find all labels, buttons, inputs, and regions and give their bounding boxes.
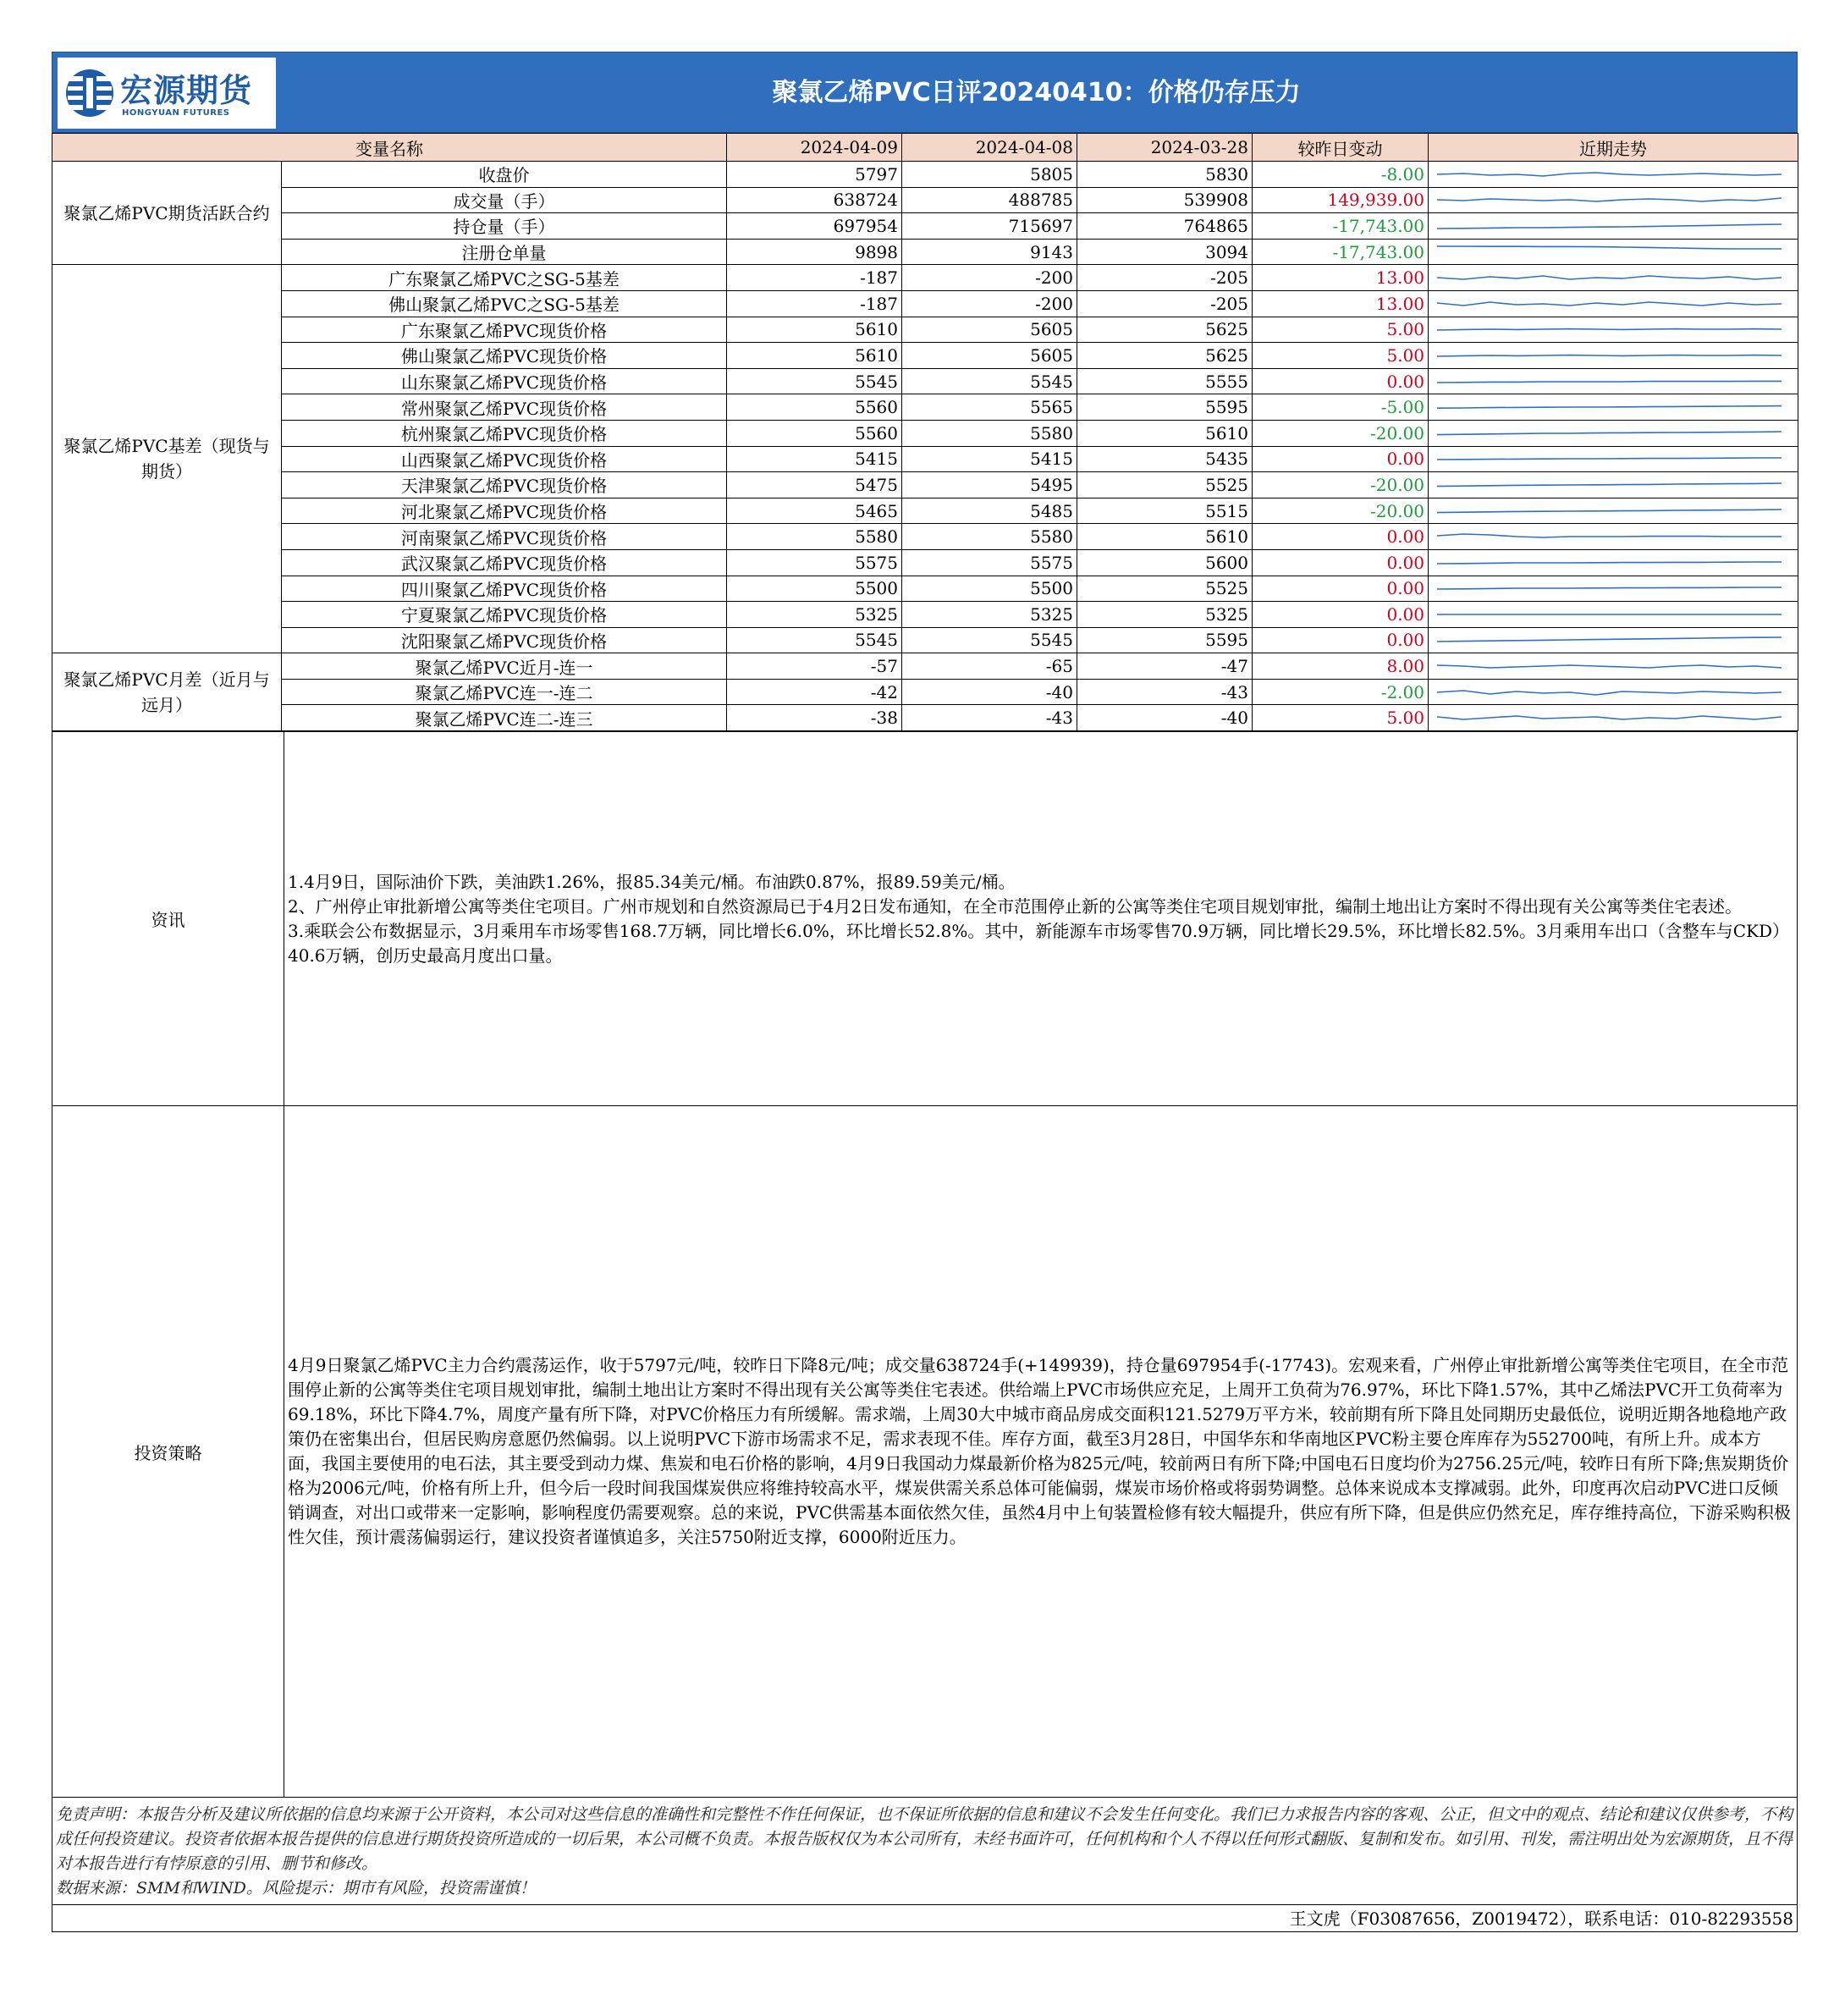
daily-change: -20.00	[1253, 420, 1429, 446]
trend-line	[1437, 198, 1782, 201]
table-row	[52, 290, 1798, 317]
table-row	[52, 162, 1798, 188]
value-date3: 5525	[1077, 576, 1253, 602]
value-date2: -200	[902, 265, 1077, 291]
column-header-change: 较昨日变动	[1253, 134, 1429, 162]
value-date2: 5500	[902, 576, 1077, 602]
table-row	[52, 576, 1798, 602]
table-row	[52, 213, 1798, 240]
table-row	[52, 472, 1798, 498]
value-date3: 5610	[1077, 524, 1253, 550]
value-date3: 5625	[1077, 317, 1253, 343]
value-date1: 5610	[727, 343, 902, 369]
value-date1: 5560	[727, 394, 902, 421]
daily-change: 13.00	[1253, 265, 1429, 291]
group-label: 聚氯乙烯PVC月差（近月与远月）	[52, 653, 282, 731]
value-date3: 5830	[1077, 162, 1253, 188]
trend-sparkline-cell	[1429, 705, 1798, 731]
daily-change: 0.00	[1253, 368, 1429, 394]
variable-name: 宁夏聚氯乙烯PVC现货价格	[282, 602, 727, 628]
disclaimer-block	[52, 1798, 1798, 1905]
trend-sparkline	[1429, 214, 1790, 238]
table-row	[52, 446, 1798, 472]
table-row	[52, 679, 1798, 705]
daily-change: 13.00	[1253, 290, 1429, 317]
trend-sparkline	[1429, 421, 1790, 445]
table-row	[52, 317, 1798, 343]
daily-change: 0.00	[1253, 446, 1429, 472]
trend-line	[1437, 587, 1782, 589]
value-date2: 5605	[902, 317, 1077, 343]
strategy-section	[52, 1105, 1798, 1798]
trend-sparkline-cell	[1429, 446, 1798, 472]
hongyuan-logo-icon	[64, 64, 115, 122]
table-row	[52, 653, 1798, 680]
daily-change: -8.00	[1253, 162, 1429, 188]
value-date1: -42	[727, 679, 902, 705]
value-date3: 5625	[1077, 343, 1253, 369]
trend-sparkline	[1429, 628, 1790, 652]
trend-sparkline-cell	[1429, 265, 1798, 291]
value-date3: 5435	[1077, 446, 1253, 472]
table-row	[52, 343, 1798, 369]
trend-sparkline	[1429, 706, 1790, 730]
data-source-text: 数据来源：SMM和WIND。风险提示：期市有风险，投资需谨慎！	[56, 1879, 536, 1898]
value-date2: -40	[902, 679, 1077, 705]
company-logo	[58, 58, 276, 129]
value-date1: 5797	[727, 162, 902, 188]
trend-sparkline-cell	[1429, 187, 1798, 213]
value-date1: 5465	[727, 498, 902, 524]
news-item: 1.4月9日，国际油价下跌，美油跌1.26%，报85.34美元/桶。布油跌0.87%，报89.59美元/桶。	[288, 871, 1016, 892]
variable-name: 佛山聚氯乙烯PVC现货价格	[282, 343, 727, 369]
trend-line	[1437, 329, 1782, 330]
value-date2: 5580	[902, 420, 1077, 446]
variable-name: 聚氯乙烯PVC连二-连三	[282, 705, 727, 731]
table-row	[52, 394, 1798, 421]
trend-sparkline	[1429, 499, 1790, 523]
daily-change: 5.00	[1253, 705, 1429, 731]
variable-name: 佛山聚氯乙烯PVC之SG-5基差	[282, 290, 727, 317]
trend-sparkline-cell	[1429, 317, 1798, 343]
variable-name: 注册仓单量	[282, 239, 727, 265]
table-row	[52, 549, 1798, 576]
value-date1: -187	[727, 290, 902, 317]
trend-sparkline-cell	[1429, 549, 1798, 576]
trend-line	[1437, 458, 1782, 460]
value-date1: -187	[727, 265, 902, 291]
news-item: 3.乘联会公布数据显示，3月乘用车市场零售168.7万辆，同比增长6.0%，环比增长52.8%。其中，新能源车市场零售70.9万辆，同比增长29.5%，环比增长82.5%。3月乘用车出口（含整车与CKD）40.6万辆，创历史最高月度出口量。	[288, 920, 1790, 966]
value-date2: 5805	[902, 162, 1077, 188]
value-date3: 3094	[1077, 239, 1253, 265]
trend-sparkline	[1429, 654, 1790, 678]
column-header-trend: 近期走势	[1429, 134, 1798, 162]
logo-english-name: HONGYUAN FUTURES	[122, 108, 230, 118]
trend-sparkline-cell	[1429, 162, 1798, 188]
trend-sparkline	[1429, 525, 1790, 548]
value-date2: 5495	[902, 472, 1077, 498]
value-date1: -38	[727, 705, 902, 731]
variable-name: 杭州聚氯乙烯PVC现货价格	[282, 420, 727, 446]
value-date2: 5545	[902, 368, 1077, 394]
trend-line	[1437, 355, 1782, 356]
column-header-date2: 2024-04-08	[902, 134, 1077, 162]
trend-line	[1437, 173, 1782, 176]
variable-name: 广东聚氯乙烯PVC之SG-5基差	[282, 265, 727, 291]
group-label: 聚氯乙烯PVC期货活跃合约	[52, 162, 282, 265]
value-date3: 5515	[1077, 498, 1253, 524]
variable-name: 天津聚氯乙烯PVC现货价格	[282, 472, 727, 498]
trend-line	[1437, 406, 1782, 409]
trend-sparkline	[1429, 344, 1790, 367]
trend-sparkline-cell	[1429, 602, 1798, 628]
trend-sparkline	[1429, 473, 1790, 497]
disclaimer-text: 免责声明：本报告分析及建议所依据的信息均来源于公开资料，本公司对这些信息的准确性和完整性不作任何保证，也不保证所依据的信息和建议不会发生任何变化。我们已力求报告内容的客观、公正，但文中的观点、结论和建议仅供参考，不构成任何投资建议。投资者依据本报告提供的信息进行期货投资所造成的一切后果，本公司概不负责。本报告版权仅为本公司所有，未经书面许可，任何机构和个人不得以任何形式翻版、复制和发布。如引用、刊发，需注明出处为宏源期货，且不得对本报告进行有悖原意的引用、删节和修改。	[56, 1805, 1793, 1874]
daily-change: -20.00	[1253, 472, 1429, 498]
value-date2: 5575	[902, 549, 1077, 576]
variable-name: 常州聚氯乙烯PVC现货价格	[282, 394, 727, 421]
column-header-name: 变量名称	[52, 134, 727, 162]
trend-line	[1437, 483, 1782, 487]
trend-line	[1437, 562, 1782, 564]
variable-name: 四川聚氯乙烯PVC现货价格	[282, 576, 727, 602]
variable-name: 山西聚氯乙烯PVC现货价格	[282, 446, 727, 472]
trend-sparkline	[1429, 395, 1790, 419]
trend-line	[1437, 432, 1782, 435]
daily-change: 5.00	[1253, 317, 1429, 343]
trend-line	[1437, 276, 1782, 279]
report-sheet	[52, 52, 1798, 1932]
value-date2: 5565	[902, 394, 1077, 421]
value-date2: 5605	[902, 343, 1077, 369]
table-row	[52, 627, 1798, 653]
value-date3: 5595	[1077, 394, 1253, 421]
news-body	[284, 732, 1798, 1106]
value-date1: 5610	[727, 317, 902, 343]
trend-sparkline	[1429, 317, 1790, 341]
value-date3: -43	[1077, 679, 1253, 705]
daily-change: -5.00	[1253, 394, 1429, 421]
logo-chinese-name: 宏源期货	[120, 72, 253, 109]
variable-name: 聚氯乙烯PVC连一-连二	[282, 679, 727, 705]
value-date2: 715697	[902, 213, 1077, 240]
variable-name: 持仓量（手）	[282, 213, 727, 240]
table-row	[52, 705, 1798, 731]
variable-name: 山东聚氯乙烯PVC现货价格	[282, 368, 727, 394]
value-date3: 5525	[1077, 472, 1253, 498]
variable-name: 聚氯乙烯PVC近月-连一	[282, 653, 727, 680]
daily-change: 8.00	[1253, 653, 1429, 680]
value-date3: 5600	[1077, 549, 1253, 576]
trend-sparkline-cell	[1429, 472, 1798, 498]
value-date3: 764865	[1077, 213, 1253, 240]
value-date1: 5475	[727, 472, 902, 498]
value-date3: -47	[1077, 653, 1253, 680]
daily-change: 149,939.00	[1253, 187, 1429, 213]
value-date1: 697954	[727, 213, 902, 240]
value-date2: 5325	[902, 602, 1077, 628]
value-date1: 5580	[727, 524, 902, 550]
trend-line	[1437, 510, 1782, 513]
trend-line	[1437, 637, 1782, 642]
trend-sparkline-cell	[1429, 627, 1798, 653]
variable-name: 成交量（手）	[282, 187, 727, 213]
variable-name: 收盘价	[282, 162, 727, 188]
table-row	[52, 420, 1798, 446]
trend-line	[1437, 381, 1782, 383]
value-date1: 638724	[727, 187, 902, 213]
trend-sparkline-cell	[1429, 394, 1798, 421]
group-label: 聚氯乙烯PVC基差（现货与期货）	[52, 265, 282, 653]
value-date2: 488785	[902, 187, 1077, 213]
value-date2: 5415	[902, 446, 1077, 472]
daily-change: 0.00	[1253, 627, 1429, 653]
value-date3: 539908	[1077, 187, 1253, 213]
news-section	[52, 731, 1798, 1106]
trend-line	[1437, 691, 1782, 695]
variable-name: 河北聚氯乙烯PVC现货价格	[282, 498, 727, 524]
value-date2: -43	[902, 705, 1077, 731]
trend-sparkline-cell	[1429, 343, 1798, 369]
value-date1: 5560	[727, 420, 902, 446]
trend-line	[1437, 302, 1782, 306]
trend-line	[1437, 534, 1782, 537]
trend-sparkline-cell	[1429, 576, 1798, 602]
data-table	[52, 133, 1798, 731]
value-date1: 5545	[727, 627, 902, 653]
daily-change: 0.00	[1253, 549, 1429, 576]
trend-sparkline	[1429, 680, 1790, 704]
daily-change: 0.00	[1253, 524, 1429, 550]
daily-change: 0.00	[1253, 576, 1429, 602]
variable-name: 武汉聚氯乙烯PVC现货价格	[282, 549, 727, 576]
daily-change: 5.00	[1253, 343, 1429, 369]
value-date1: 5500	[727, 576, 902, 602]
daily-change: -20.00	[1253, 498, 1429, 524]
table-row	[52, 498, 1798, 524]
variable-name: 沈阳聚氯乙烯PVC现货价格	[282, 627, 727, 653]
trend-sparkline	[1429, 551, 1790, 575]
trend-sparkline	[1429, 447, 1790, 471]
variable-name: 河南聚氯乙烯PVC现货价格	[282, 524, 727, 550]
value-date3: 5325	[1077, 602, 1253, 628]
table-row	[52, 187, 1798, 213]
table-row	[52, 602, 1798, 628]
trend-sparkline	[1429, 266, 1790, 289]
value-date2: -200	[902, 290, 1077, 317]
trend-sparkline-cell	[1429, 653, 1798, 680]
value-date1: 9898	[727, 239, 902, 265]
strategy-text: 4月9日聚氯乙烯PVC主力合约震荡运作，收于5797元/吨，较昨日下降8元/吨；成交量638724手(+149939)，持仓量697954手(-17743)。宏观来看，广州停止审批新增公寓等类住宅项目，在全市范围停止新的公寓等类住宅项目规划审批，编制土地出让方案时不得出现有关公寓等类住宅表述。供给端上PVC市场供应充足，上周开工负荷为76.97%，环比下降1.57%，其中乙烯法PVC开工负荷率为69.18%，环比下降4.7%，周度产量有所下降，对PVC价格压力有所缓解。需求端，上周30大中城市商品房成交面积121.5279万平方米，较前期有所下降且处同期历史最低位，说明近期各地稳地产政策仍在密集出台，但居民购房意愿仍然偏弱。以上说明PVC下游市场需求不足，需求表现不佳。库存方面，截至3月28日，中国华东和华南地区PVC粉主要仓库库存为552700吨，有所上升。成本方面，我国主要使用的电石法，其主要受到动力煤、焦炭和电石价格的影响，4月9日我国动力煤最新价格为825元/吨，较前两日有所下降;中国电石日度均价为2756.25元/吨，较昨日有所下降;焦炭期货价格为2006元/吨，价格有所上升，但今后一段时间我国煤炭供应将维持较高水平，煤炭供需关系总体可能偏弱，煤炭市场价格或将弱势调整。总体来说成本支撑减弱。此外，印度再次启动PVC进口反倾销调查，对出口或带来一定影响，影响程度仍需要观察。总的来说，PVC供需基本面依然欠佳，虽然4月中上旬装置检修有较大幅提升，供应有所下降，但是供应仍然充足，库存维持高位，下游采购积极性欠佳，预计震荡偏弱运行，建议投资者谨慎追多，关注5750附近支撑，6000附近压力。	[284, 1106, 1798, 1798]
trend-sparkline-cell	[1429, 368, 1798, 394]
value-date1: 5325	[727, 602, 902, 628]
value-date2: -65	[902, 653, 1077, 680]
trend-sparkline-cell	[1429, 420, 1798, 446]
trend-line	[1437, 716, 1782, 719]
value-date3: -205	[1077, 265, 1253, 291]
table-row	[52, 239, 1798, 265]
value-date1: 5415	[727, 446, 902, 472]
value-date1: 5575	[727, 549, 902, 576]
variable-name: 广东聚氯乙烯PVC现货价格	[282, 317, 727, 343]
table-row	[52, 265, 1798, 291]
trend-sparkline	[1429, 292, 1790, 316]
column-header-date1: 2024-04-09	[727, 134, 902, 162]
report-header	[52, 52, 1798, 133]
trend-line	[1437, 665, 1782, 668]
daily-change: 0.00	[1253, 602, 1429, 628]
news-label: 资讯	[52, 732, 284, 1106]
table-row	[52, 368, 1798, 394]
value-date2: 9143	[902, 239, 1077, 265]
daily-change: -17,743.00	[1253, 213, 1429, 240]
trend-sparkline-cell	[1429, 213, 1798, 240]
column-header-row	[52, 134, 1798, 162]
trend-line	[1437, 224, 1782, 229]
value-date3: 5595	[1077, 627, 1253, 653]
daily-change: -2.00	[1253, 679, 1429, 705]
trend-sparkline	[1429, 188, 1790, 212]
value-date1: -57	[727, 653, 902, 680]
value-date2: 5485	[902, 498, 1077, 524]
value-date1: 5545	[727, 368, 902, 394]
trend-sparkline	[1429, 240, 1790, 264]
news-item: 2、广州停止审批新增公寓等类住宅项目。广州市规划和自然资源局已于4月2日发布通知，在全市范围停止新的公寓等类住宅项目规划审批，编制土地出让方案时不得出现有关公寓等类住宅表述。	[288, 895, 1743, 917]
trend-line	[1437, 246, 1782, 249]
value-date3: -205	[1077, 290, 1253, 317]
value-date2: 5545	[902, 627, 1077, 653]
strategy-label: 投资策略	[52, 1106, 284, 1798]
trend-sparkline-cell	[1429, 679, 1798, 705]
author-contact: 王文虎（F03087656，Z0019472），联系电话：010-82293558	[52, 1905, 1798, 1932]
value-date3: 5610	[1077, 420, 1253, 446]
column-header-date3: 2024-03-28	[1077, 134, 1253, 162]
trend-sparkline-cell	[1429, 524, 1798, 550]
daily-change: -17,743.00	[1253, 239, 1429, 265]
table-row	[52, 524, 1798, 550]
value-date2: 5580	[902, 524, 1077, 550]
trend-sparkline	[1429, 370, 1790, 394]
page-title: 聚氯乙烯PVC日评20240410：价格仍存压力	[772, 78, 1301, 107]
trend-sparkline	[1429, 576, 1790, 600]
trend-sparkline-cell	[1429, 498, 1798, 524]
trend-sparkline	[1429, 603, 1790, 626]
value-date3: 5555	[1077, 368, 1253, 394]
trend-sparkline	[1429, 162, 1790, 186]
trend-sparkline-cell	[1429, 239, 1798, 265]
trend-sparkline-cell	[1429, 290, 1798, 317]
value-date3: -40	[1077, 705, 1253, 731]
